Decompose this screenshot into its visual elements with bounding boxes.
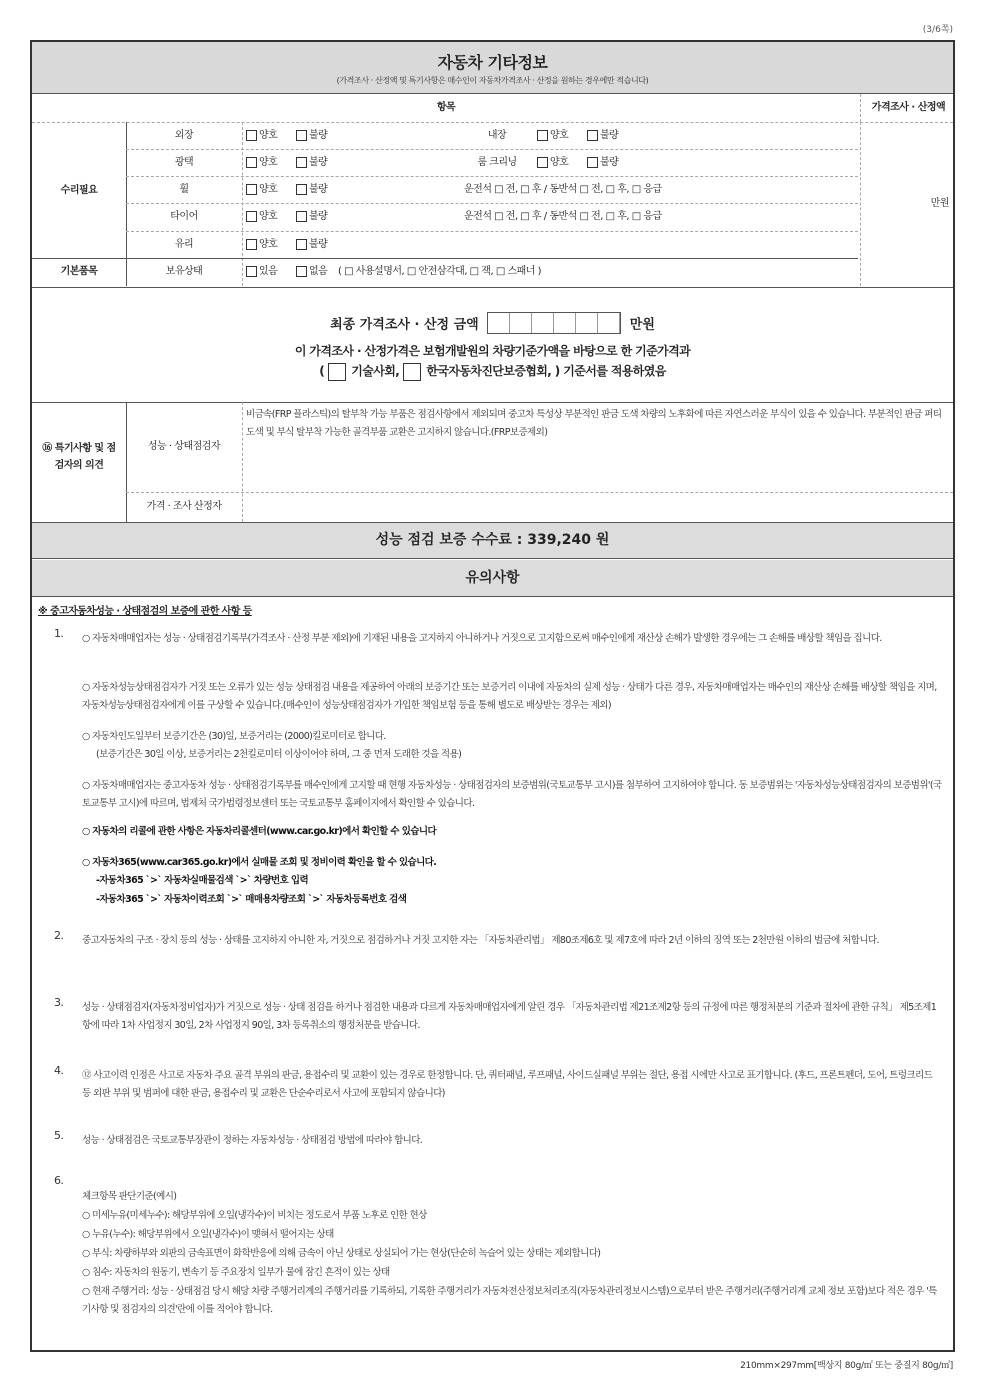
note-3-para: 성능 · 상태점검자(자동차정비업자)가 거짓으로 성능 · 상태 점검을 하거나 점검한 내용과 다르게 자동차매매업자에게 알린 경우 「자동차관리법 제21조제2항 등의 규정에 따른 행정처분의 기준과 절차에 관한 규칙」 제5조제1항에 따라 1차 사업정지 30일, 2차 사업정지 90일, 3차 등록취소의 행정처분을 받습니다.	[82, 1002, 937, 1031]
note-number-6: 6.	[54, 1174, 64, 1187]
repair-label-exterior: 외장	[174, 130, 194, 141]
price-assessor-label: 가격 · 조사 산정자	[146, 501, 222, 512]
checkbox-kadia[interactable]	[403, 363, 421, 381]
option-label: 불량	[309, 239, 328, 250]
checkbox-have[interactable]	[246, 266, 257, 277]
engineers-society-label: 기술사회,	[351, 364, 400, 378]
option-label: 불량	[309, 184, 328, 195]
price-assessor-remarks[interactable]	[246, 494, 951, 520]
wheel-position-text: 운전석 □ 전, □ 후 / 동반석 □ 전, □ 후, □ 응급	[464, 184, 662, 195]
final-price-boxes[interactable]	[487, 312, 621, 338]
note-6-title: 체크항목 판단기준(예시)	[82, 1191, 177, 1202]
note-5-para: 성능 · 상태점검은 국토교통부장관이 정하는 자동차성능 · 상태점검 방법에 따라야 합니다.	[82, 1135, 423, 1146]
checkbox-good[interactable]	[246, 239, 257, 250]
note-1-para-3a: ○ 자동차인도일부터 보증기간은 (30)일, 보증거리는 (2000)킬로미터로 합니다.	[82, 731, 386, 742]
checkbox-bad[interactable]	[296, 130, 307, 141]
note-1-para-6b: -자동차365 `>` 자동차실매물검색 `>` 차량번호 입력	[96, 875, 309, 886]
form-sheet	[30, 40, 955, 1352]
repair-label-interior: 내장	[487, 130, 507, 141]
price-header: 가격조사 · 산정액	[860, 94, 956, 122]
items-header: 항목	[436, 102, 456, 113]
final-price-row	[32, 312, 953, 338]
repair-group-label: 수리필요	[60, 185, 98, 196]
final-price-label: 최종 가격조사 · 산정 금액	[330, 317, 479, 333]
notice-heading: ※ 중고자동차성능 · 상태점검의 보증에 관한 사항 등	[38, 606, 252, 617]
basic-items-list: ( □ 사용설명서, □ 안전삼각대, □ 잭, □ 스패너 )	[338, 266, 542, 277]
paper-spec: 210mm×297mm[백상지 80g/㎡ 또는 중질지 80g/㎡]	[740, 1361, 953, 1371]
note-number-2: 2.	[54, 929, 64, 942]
kadia-label: 한국자동차진단보증협회, ) 기준서를 적용하였음	[426, 364, 666, 378]
option-label: 양호	[259, 130, 278, 141]
final-price-unit: 만원	[629, 317, 655, 333]
note-1-para-3b: (보증기간은 30일 이상, 보증거리는 2천킬로미터 이상이어야 하며, 그 중 먼저 도래한 것을 적용)	[96, 749, 462, 760]
inspection-fee: 성능 점검 보증 수수료 : 339,240 원	[32, 523, 953, 558]
remarks-group-label	[32, 440, 126, 474]
repair-options-polish	[246, 149, 343, 176]
option-label: 양호	[259, 211, 278, 222]
section-header	[32, 42, 953, 94]
tire-position-text: 운전석 □ 전, □ 후 / 동반석 □ 전, □ 후, □ 응급	[464, 211, 662, 222]
option-label: 불량	[600, 157, 619, 168]
checkbox-good[interactable]	[537, 130, 548, 141]
checkbox-bad[interactable]	[296, 239, 307, 250]
repair-options-exterior	[246, 122, 343, 149]
note-number-3: 3.	[54, 996, 64, 1009]
checkbox-bad[interactable]	[296, 211, 307, 222]
note-number-1: 1.	[54, 627, 64, 640]
basic-items-label: 보유상태	[165, 266, 203, 277]
final-price-line2: ( 기술사회, 한국자동차진단보증협회, ) 기준서를 적용하였음	[32, 362, 953, 381]
repair-options-tire	[246, 203, 343, 231]
option-label: 양호	[259, 184, 278, 195]
remarks-label-line1: ⑯ 특기사항 및 점	[42, 443, 116, 454]
checkbox-good[interactable]	[246, 184, 257, 195]
option-label: 불량	[309, 157, 328, 168]
note-1-para-1: ○ 자동차매매업자는 성능 · 상태점검기록부(가격조사 · 산정 부분 제외)에 기재된 내용을 고지하지 아니하거나 거짓으로 고지함으로써 매수인에게 재산상 손해가 발생한 경우에는 그 손해를 배상할 책임을 집니다.	[82, 633, 882, 644]
note-4-para: ⑫ 사고이력 인정은 사고로 자동차 주요 골격 부위의 판금, 용접수리 및 교환이 있는 경우로 한정합니다. 단, 쿼터패널, 루프패널, 사이드실패널 부위는 절단, 용접 시에만 사고로 표기합니다. (후드, 프론트펜더, 도어, 트렁크리드 등 외판 부위 및 범퍼에 대한 판금, 용접수리 및 교환은 단순수리로서 사고에 포함되지 않습니다)	[82, 1070, 933, 1099]
checkbox-good[interactable]	[246, 130, 257, 141]
option-label: 불량	[309, 130, 328, 141]
checkbox-good[interactable]	[537, 157, 548, 168]
option-label: 불량	[600, 130, 619, 141]
checkbox-bad[interactable]	[296, 184, 307, 195]
inspector-label: 성능 · 상태점검자	[147, 441, 221, 452]
repair-label-wheel: 휠	[179, 184, 189, 195]
note-6-item-4: ○ 침수: 자동차의 원동기, 변속기 등 주요장치 일부가 물에 잠긴 흔적이 있는 상태	[82, 1267, 390, 1278]
price-unit: 만원	[930, 198, 949, 209]
note-number-5: 5.	[54, 1129, 64, 1142]
option-label: 없음	[309, 266, 328, 277]
option-label: 양호	[259, 239, 278, 250]
inspector-remarks[interactable]: 비금속(FRP 플라스틱)의 탈부착 가능 부품은 점검사항에서 제외되며 중고차 특성상 부분적인 판금 도색 차량의 노후화에 따른 자연스러운 부식이 있을 수 있습니다. 부분적인 판금 퍼티 도색 및 부식 탈부착 가능한 골격부품 교환은 고지하지 않습니다.(FRP보증제외)	[246, 409, 942, 438]
note-1-para-4: ○ 자동차매매업자는 중고자동차 성능 · 상태점검기록부를 매수인에게 고지할 때 현행 자동차성능 · 상태점검자의 보증범위(국토교통부 고시)를 첨부하여 고지하여야 합니다. 동 보증범위는 '자동차성능상태점검자의 보증범위'(국토교통부 고시)에 따르며, 법제처 국가법령정보센터 또는 국토교통부 홈페이지에서 확인할 수 있습니다.	[82, 780, 942, 809]
repair-label-room-cleaning: 룸 크리닝	[477, 157, 517, 168]
repair-options-room-cleaning	[537, 149, 634, 176]
note-6-item-2: ○ 누유(누수): 해당부위에서 오일(냉각수)이 맺혀서 떨어지는 상태	[82, 1229, 334, 1240]
note-1-para-5: ○ 자동차의 리콜에 관한 사항은 자동차리콜센터(www.car.go.kr)에서 확인할 수 있습니다	[82, 826, 437, 837]
note-6-item-5: ○ 현재 주행거리: 성능 · 상태점검 당시 해당 차량 주행거리계의 주행거리를 기록하되, 기록한 주행거리가 자동차전산정보처리조직(자동차관리정보시스템)으로부터 받은 주행거리(주행거리계 교체 정보 포함)보다 적은 경우 '특기사항 및 점검자의 의견'란에 이를 적어야 합니다.	[82, 1286, 937, 1315]
option-label: 있음	[259, 266, 278, 277]
checkbox-bad[interactable]	[296, 157, 307, 168]
repair-label-tire: 타이어	[170, 211, 198, 222]
checkbox-bad[interactable]	[587, 157, 598, 168]
note-number-4: 4.	[54, 1064, 64, 1077]
repair-options-interior	[537, 122, 634, 149]
section-subtitle: (가격조사 · 산정액 및 특기사항은 매수인이 자동차가격조사 · 산정을 원하는 경우에만 적습니다)	[336, 76, 649, 85]
repair-label-polish: 광택	[174, 157, 194, 168]
repair-options-wheel	[246, 176, 343, 203]
note-6-item-3: ○ 부식: 차량하부와 외판의 금속표면이 화학반응에 의해 금속이 아닌 상태로 상실되어 가는 현상(단순히 녹슬어 있는 상태는 제외합니다)	[82, 1248, 601, 1259]
option-label: 양호	[550, 157, 569, 168]
option-label: 양호	[550, 130, 569, 141]
checkbox-engineers-society[interactable]	[328, 363, 346, 381]
option-label: 양호	[259, 157, 278, 168]
note-1-para-6c: -자동차365 `>` 자동차이력조회 `>` 매매용차량조회 `>` 자동차등록번호 검색	[96, 894, 407, 905]
notice-title: 유의사항	[32, 560, 953, 596]
repair-options-glass	[246, 231, 343, 258]
checkbox-none[interactable]	[296, 266, 307, 277]
page-number: (3/6쪽)	[922, 25, 953, 35]
option-label: 불량	[309, 211, 328, 222]
checkbox-good[interactable]	[246, 211, 257, 222]
remarks-label-line2: 검자의 의견	[54, 460, 104, 471]
note-6-item-1: ○ 미세누유(미세누수): 해당부위에 오일(냉각수)이 비치는 정도로서 부품 노후로 인한 현상	[82, 1210, 427, 1221]
note-1-para-6a: ○ 자동차365(www.car365.go.kr)에서 실매물 조회 및 정비이력 확인을 할 수 있습니다.	[82, 857, 437, 868]
final-price-line1: 이 가격조사 · 산정가격은 보험개발원의 차량기준가액을 바탕으로 한 기준가격과	[294, 344, 691, 358]
note-2-para: 중고자동차의 구조 · 장치 등의 성능 · 상태를 고지하지 아니한 자, 거짓으로 점검하거나 거짓 고지한 자는 「자동차관리법」 제80조제6호 및 제7호에 따라 2년 이하의 징역 또는 2천만원 이하의 벌금에 처합니다.	[82, 935, 879, 946]
basic-items-group-label: 기본품목	[60, 266, 98, 277]
note-1-para-2: ○ 자동차성능상태점검자가 거짓 또는 오류가 있는 성능 상태점검 내용을 제공하여 아래의 보증기간 또는 보증거리 이내에 자동차의 실제 성능 · 상태가 다른 경우, 자동차매매업자는 매수인의 재산상 손해를 배상할 책임을 지며, 자동차성능상태점검자에게 이를 구상할 수 있습니다.(매수인이 성능상태점검자가 가입한 책임보험 등을 통해 별도로 배상받는 경우는 제외)	[82, 682, 937, 711]
checkbox-good[interactable]	[246, 157, 257, 168]
repair-label-glass: 유리	[174, 239, 194, 250]
checkbox-bad[interactable]	[587, 130, 598, 141]
basic-items-options	[246, 258, 541, 286]
section-title: 자동차 기타정보	[437, 53, 548, 72]
